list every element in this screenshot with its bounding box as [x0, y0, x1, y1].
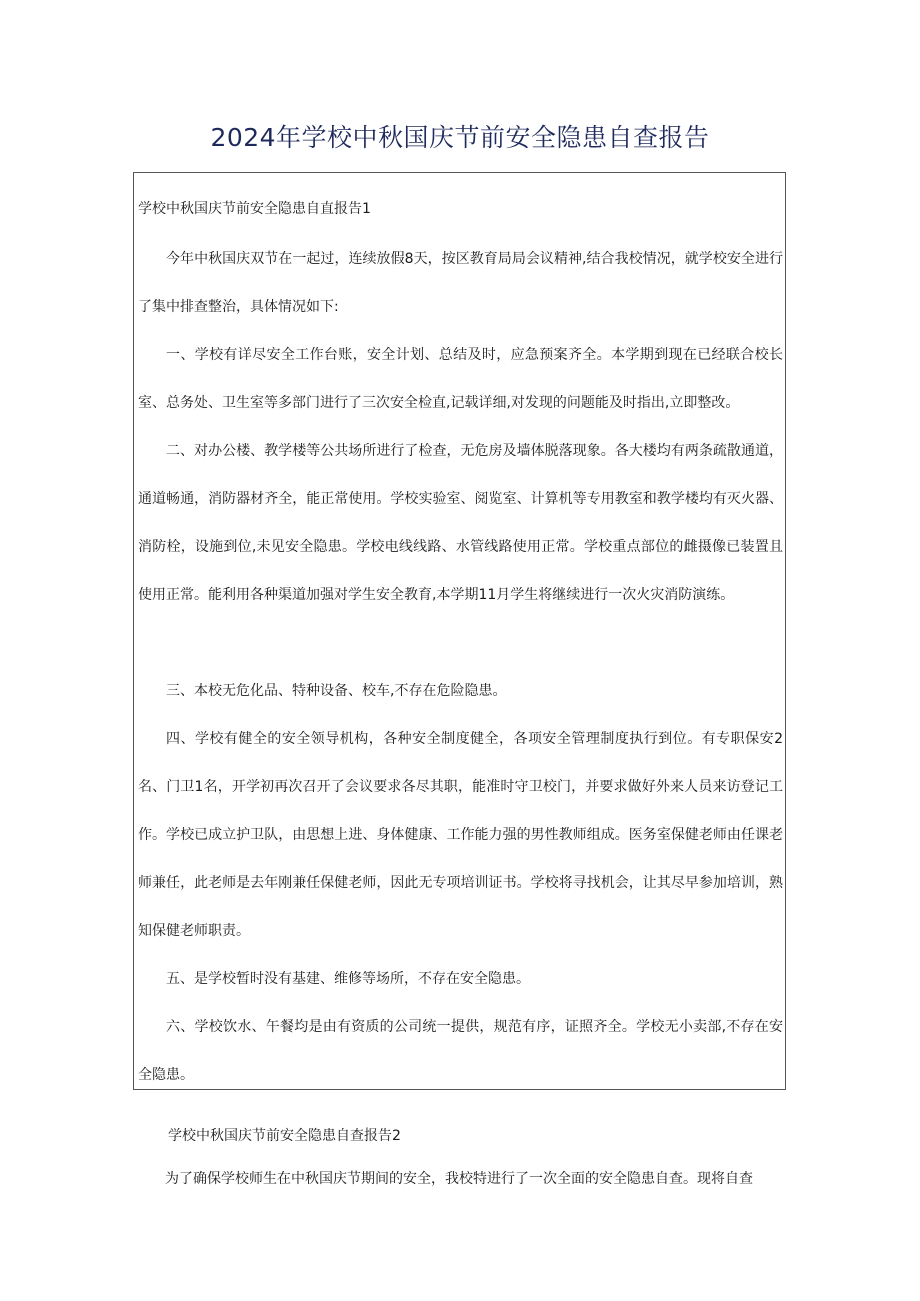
report-1-paragraph-item-1: 一、学校有详尽安全工作台账，安全计划、总结及时，应急预案齐全。本学期到现在已经联合校长室、总务处、卫生室等多部门进行了三次安全检直,记载详细,对发现的问题能及时指出,立即整改。 — [138, 347, 783, 411]
document-title: 2024年学校中秋国庆节前安全隐患自查报告 — [210, 123, 710, 152]
report-2-paragraph: 为了确保学校师生在中秋国庆节期间的安全，我校特进行了一次全面的安全隐患自查。现将自查 — [165, 1171, 753, 1187]
report-1-paragraph-item-3: 三、本校无危化品、特种设备、校车,不存在危险隐患。 — [166, 683, 507, 699]
report-1-paragraph-item-2: 二、对办公楼、教学楼等公共场所进行了检查，无危房及墙体脱落现象。各大楼均有两条疏散通道，通道畅通，消防器材齐全，能正常使用。学校实验室、阅览室、计算机等专用教室和教学楼均有灭火器、消防栓，设施到位,未见安全隐患。学校电线线路、水管线路使用正常。学校重点部位的雌摄像已装置且使用正常。能利用各种渠道加强对学生安全教育,本学期11月学生将继续进行一次火灾消防演练。 — [138, 443, 783, 603]
report-2-heading: 学校中秋国庆节前安全隐患自查报告2 — [168, 1128, 401, 1144]
report-1-paragraph-intro: 今年中秋国庆双节在一起过，连续放假8天，按区教育局局会议精神,结合我校情况，就学校安全进行了集中排查整治，具体情况如下: — [138, 251, 783, 315]
report-1-paragraph-item-6: 六、学校饮水、午餐均是由有资质的公司统一提供，规范有序，证照齐全。学校无小卖部,不存在安全隐患。 — [138, 1019, 783, 1083]
report-1-paragraph-item-4: 四、学校有健全的安全领导机构，各种安全制度健全，各项安全管理制度执行到位。有专职保安2名、门卫1名，开学初再次召开了会议要求各尽其职，能准时守卫校门，并要求做好外来人员来访登记工作。学校已成立护卫队，由思想上进、身体健康、工作能力强的男性教师组成。医务室保健老师由任课老师兼任，此老师是去年刚兼任保健老师，因此无专项培训证书。学校将寻找机会，让其尽早参加培训，熟知保健老师职责。 — [138, 731, 783, 939]
report-1-paragraph-item-5: 五、是学校暂时没有基建、维修等场所，不存在安全隐患。 — [166, 971, 530, 987]
report-1-heading: 学校中秋国庆节前安全隐患自直报告1 — [138, 201, 371, 217]
report-1-frame — [133, 172, 786, 1090]
